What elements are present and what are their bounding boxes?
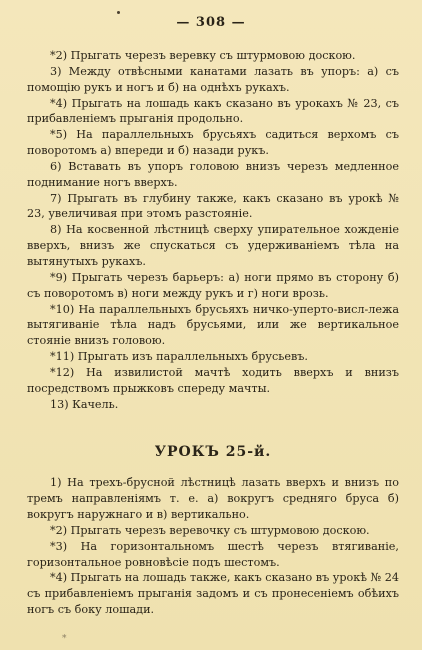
lesson-heading: УРОКЪ 25-й.: [154, 444, 272, 461]
exercise-item: 8) На косвенной лѣстницѣ сверху упирательное хожденіе вверхъ, внизъ же спускаться съ удерживаніемъ тѣла на вытянутыхъ рукахъ.: [27, 223, 399, 268]
exercise-item: 1) На трехъ-брусной лѣстницѣ лазать вверхъ и внизъ по тремъ направленіямъ т. е. а) вокругъ средняго бруса б) вокругъ наружнаго и в) вертикально.: [27, 476, 399, 522]
exercise-item: *9) Прыгать черезъ барьеръ: а) ноги прямо въ сторону б) съ поворотомъ в) ноги между рукъ и г) ноги врозь.: [27, 270, 399, 300]
exercise-item: *12) На извилистой мачтѣ ходить вверхъ и внизъ посредствомъ прыжковъ спереду мачты.: [27, 365, 399, 395]
exercise-item: *11) Прыгать изъ параллельныхъ брусьевъ.: [50, 350, 308, 364]
exercise-item: *2) Прыгать черезъ веревку съ штурмовою доскою.: [50, 49, 356, 62]
exercise-item: *4) Прыгать на лошадь также, какъ сказано въ урокѣ № 24 съ прибавленіемъ прыганія задомъ и съ пронесеніемъ обѣихъ ногъ съ боку лошади.: [27, 571, 399, 617]
exercise-item: *4) Прыгать на лошадь какъ сказано въ урокахъ № 23, съ прибавленіемъ прыганія продольно.: [27, 96, 399, 126]
page-body: [27, 48, 399, 618]
exercise-item: *3) На горизонтальномъ шестѣ черезъ втягиваніе, горизонтальное ровновѣсіе подъ шестомъ.: [27, 539, 399, 569]
exercise-item: 13) Качель.: [50, 397, 119, 411]
exercise-item: *2) Прыгать черезъ веревочку съ штурмовою доскою.: [50, 523, 370, 537]
exercise-item: *10) На параллельныхъ брусьяхъ ничко-уперто-висл-лежа вытягиваніе тѣла надъ брусьями, или же вертикальное стояніе внизъ головою.: [27, 302, 399, 348]
exercise-item: 3) Между отвѣсными канатами лазать въ упоръ: а) съ помощію рукъ и ногъ и б) на однѣхъ рукахъ.: [27, 64, 399, 94]
exercise-item: 7) Прыгать въ глубину также, какъ сказано въ урокѣ № 23, увеличивая при этомъ разстояніе.: [27, 191, 399, 221]
footer-mark: *: [62, 634, 67, 644]
exercise-item: *5) На параллельныхъ брусьяхъ садиться верхомъ съ поворотомъ а) впереди и б) назади рукъ.: [27, 128, 399, 158]
print-speck: [117, 11, 120, 14]
page-number: — 308 —: [176, 15, 246, 30]
exercise-item: 6) Вставать въ упоръ головою внизъ черезъ медленное поднимание ногъ вверхъ.: [27, 159, 399, 189]
